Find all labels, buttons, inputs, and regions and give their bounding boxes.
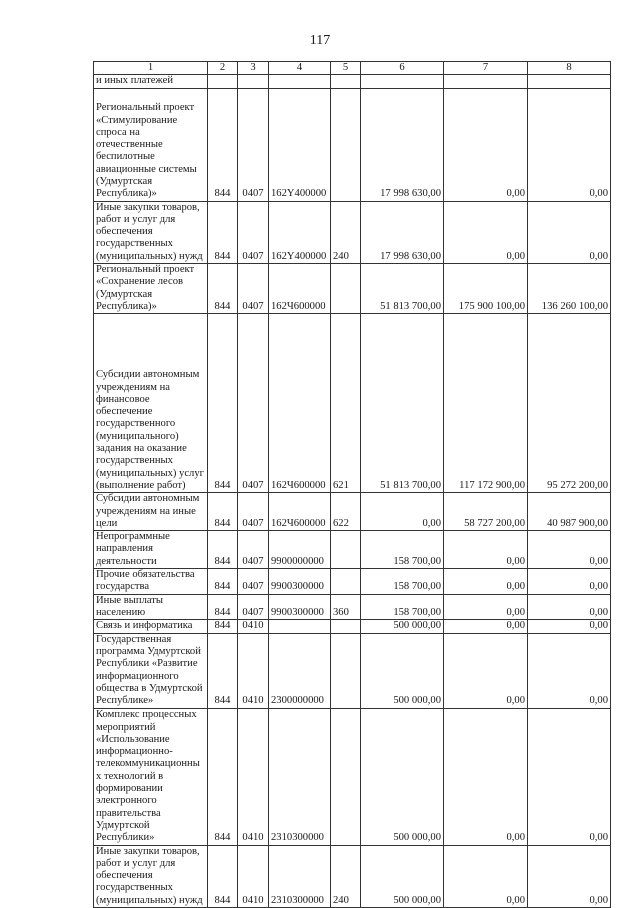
row-amount-col6: 158 700,00 [361, 569, 444, 595]
row-amount-col8: 0,00 [528, 633, 611, 708]
row-target-article: 9900300000 [269, 594, 331, 620]
header-row [94, 62, 611, 75]
row-ministry-code: 844 [208, 633, 238, 708]
row-amount-col6: 158 700,00 [361, 531, 444, 569]
row-target-article: 162Y400000 [269, 201, 331, 263]
row-section-code: 0410 [238, 633, 269, 708]
row-amount-col6: 51 813 700,00 [361, 264, 444, 314]
row-section-code: 0407 [238, 594, 269, 620]
row-expense-type [331, 633, 361, 708]
row-section-code: 0407 [238, 314, 269, 493]
row-amount-col6: 17 998 630,00 [361, 201, 444, 263]
row-name: Иные выплаты населению [94, 594, 208, 620]
row-section-code [238, 75, 269, 88]
header-col-7: 7 [444, 62, 528, 75]
table-row [94, 633, 611, 708]
row-expense-type: 360 [331, 594, 361, 620]
row-section-code: 0407 [238, 88, 269, 201]
row-section-code: 0410 [238, 620, 269, 633]
row-name: Региональный проект «Стимулирование спроса на отечественные беспилотные авиационные системы (Удмуртская Республика)» [94, 88, 208, 201]
row-amount-col7: 0,00 [444, 88, 528, 201]
table-row [94, 314, 611, 493]
row-amount-col6: 500 000,00 [361, 708, 444, 845]
row-target-article: 2300000000 [269, 633, 331, 708]
row-ministry-code: 844 [208, 845, 238, 907]
row-expense-type [331, 569, 361, 595]
row-amount-col7: 0,00 [444, 594, 528, 620]
table-row [94, 620, 611, 633]
row-section-code: 0410 [238, 708, 269, 845]
row-amount-col7: 58 727 200,00 [444, 493, 528, 531]
row-amount-col8: 0,00 [528, 531, 611, 569]
row-amount-col7: 0,00 [444, 620, 528, 633]
row-amount-col6: 500 000,00 [361, 620, 444, 633]
row-ministry-code: 844 [208, 88, 238, 201]
row-amount-col8: 95 272 200,00 [528, 314, 611, 493]
row-amount-col8 [528, 75, 611, 88]
row-amount-col8: 40 987 900,00 [528, 493, 611, 531]
row-ministry-code: 844 [208, 569, 238, 595]
row-section-code: 0407 [238, 493, 269, 531]
row-section-code: 0407 [238, 201, 269, 263]
row-amount-col7 [444, 75, 528, 88]
row-amount-col8: 0,00 [528, 88, 611, 201]
row-amount-col7: 0,00 [444, 569, 528, 595]
row-target-article: 162Ч600000 [269, 493, 331, 531]
row-amount-col8: 0,00 [528, 201, 611, 263]
row-amount-col7: 0,00 [444, 845, 528, 907]
row-amount-col8: 0,00 [528, 845, 611, 907]
row-target-article: 162Ч600000 [269, 264, 331, 314]
budget-table [93, 61, 611, 908]
row-ministry-code: 844 [208, 594, 238, 620]
table-row [94, 845, 611, 907]
row-section-code: 0407 [238, 264, 269, 314]
row-ministry-code: 844 [208, 264, 238, 314]
row-target-article: 9900300000 [269, 569, 331, 595]
row-ministry-code: 844 [208, 314, 238, 493]
row-amount-col8: 0,00 [528, 708, 611, 845]
row-ministry-code: 844 [208, 201, 238, 263]
row-name: и иных платежей [94, 75, 208, 88]
row-ministry-code: 844 [208, 708, 238, 845]
row-name: Субсидии автономным учреждениям на иные цели [94, 493, 208, 531]
row-amount-col7: 117 172 900,00 [444, 314, 528, 493]
row-ministry-code: 844 [208, 620, 238, 633]
table-row [94, 493, 611, 531]
row-name: Непрограммные направления деятельности [94, 531, 208, 569]
row-amount-col8: 0,00 [528, 620, 611, 633]
row-name: Комплекс процессных мероприятий «Использование информационно-телекоммуникационны х технологий в формировании электронного правительства Удмуртской Республики» [94, 708, 208, 845]
table-row [94, 201, 611, 263]
table-row [94, 569, 611, 595]
header-col-8: 8 [528, 62, 611, 75]
row-target-article: 2310300000 [269, 708, 331, 845]
row-ministry-code [208, 75, 238, 88]
row-amount-col7: 0,00 [444, 531, 528, 569]
header-col-5: 5 [331, 62, 361, 75]
row-target-article [269, 620, 331, 633]
row-expense-type [331, 708, 361, 845]
header-col-4: 4 [269, 62, 331, 75]
row-name: Иные закупки товаров, работ и услуг для обеспечения государственных (муниципальных) нужд [94, 201, 208, 263]
page-number: 117 [309, 33, 331, 48]
row-amount-col7: 0,00 [444, 633, 528, 708]
row-name: Региональный проект «Сохранение лесов (Удмуртская Республика)» [94, 264, 208, 314]
row-amount-col6: 17 998 630,00 [361, 88, 444, 201]
table-row [94, 708, 611, 845]
table-row [94, 531, 611, 569]
row-expense-type: 240 [331, 845, 361, 907]
row-name: Прочие обязательства государства [94, 569, 208, 595]
row-amount-col6: 500 000,00 [361, 845, 444, 907]
row-expense-type [331, 620, 361, 633]
row-amount-col6: 158 700,00 [361, 594, 444, 620]
row-name: Субсидии автономным учреждениям на финансовое обеспечение государственного (муниципального) задания на оказание государственных (муниципальных) услуг (выполнение работ) [94, 314, 208, 493]
row-ministry-code: 844 [208, 531, 238, 569]
table-row [94, 88, 611, 201]
header-col-2: 2 [208, 62, 238, 75]
row-target-article: 162Y400000 [269, 88, 331, 201]
row-expense-type [331, 88, 361, 201]
table-row [94, 594, 611, 620]
row-amount-col6: 0,00 [361, 493, 444, 531]
row-amount-col6: 500 000,00 [361, 633, 444, 708]
row-amount-col7: 0,00 [444, 708, 528, 845]
row-expense-type: 240 [331, 201, 361, 263]
row-target-article: 162Ч600000 [269, 314, 331, 493]
row-amount-col8: 0,00 [528, 594, 611, 620]
row-section-code: 0407 [238, 531, 269, 569]
row-amount-col8: 136 260 100,00 [528, 264, 611, 314]
row-amount-col6 [361, 75, 444, 88]
header-col-1: 1 [94, 62, 208, 75]
table-row [94, 264, 611, 314]
table-row [94, 75, 611, 88]
row-amount-col8: 0,00 [528, 569, 611, 595]
row-target-article: 2310300000 [269, 845, 331, 907]
row-amount-col7: 175 900 100,00 [444, 264, 528, 314]
row-name: Иные закупки товаров, работ и услуг для обеспечения государственных (муниципальных) нужд [94, 845, 208, 907]
header-col-3: 3 [238, 62, 269, 75]
row-section-code: 0407 [238, 569, 269, 595]
row-name: Государственная программа Удмуртской Республики «Развитие информационного общества в Удмуртской Республике» [94, 633, 208, 708]
row-section-code: 0410 [238, 845, 269, 907]
row-amount-col6: 51 813 700,00 [361, 314, 444, 493]
row-expense-type [331, 264, 361, 314]
row-expense-type [331, 531, 361, 569]
row-amount-col7: 0,00 [444, 201, 528, 263]
row-target-article: 9900000000 [269, 531, 331, 569]
row-expense-type: 622 [331, 493, 361, 531]
row-expense-type: 621 [331, 314, 361, 493]
row-target-article [269, 75, 331, 88]
row-name: Связь и информатика [94, 620, 208, 633]
row-ministry-code: 844 [208, 493, 238, 531]
row-expense-type [331, 75, 361, 88]
header-col-6: 6 [361, 62, 444, 75]
